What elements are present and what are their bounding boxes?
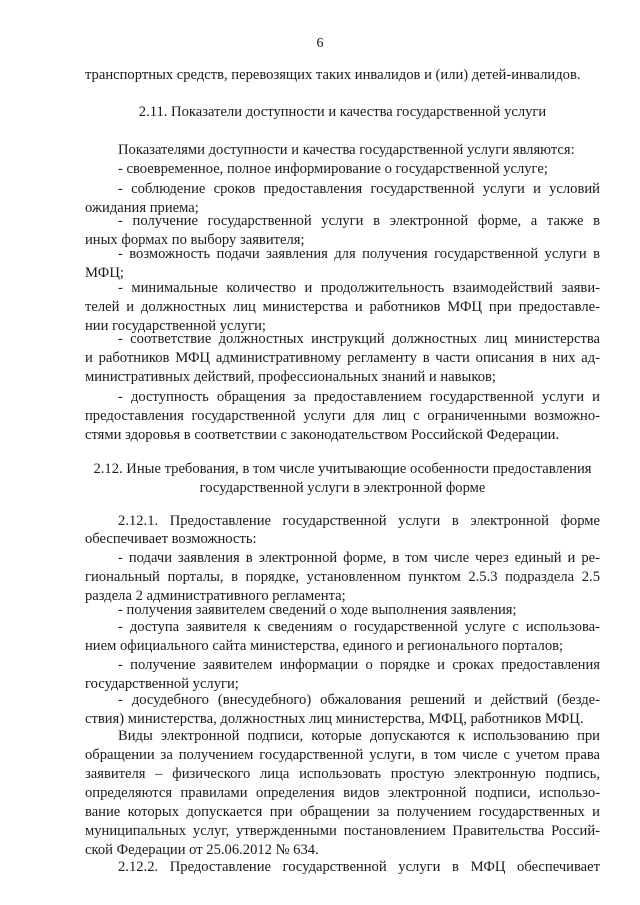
text-line: - минимальные количество и продолжительность взаимодействий заяви-: [118, 280, 600, 296]
text-line: ской Федерации от 25.06.2012 № 634.: [85, 842, 319, 858]
text-line: определяются правилами определения видов электронной подписи, использо-: [85, 785, 600, 801]
text-line: 2.11. Показатели доступности и качества государственной услуги: [138, 104, 547, 120]
text-line: министративных действий, профессиональных знаний и навыков;: [85, 369, 496, 385]
text-line: - возможность подачи заявления для получения государственной услуги в: [118, 246, 600, 262]
text-line: - доступа заявителя к сведениям о государственной услуге с использова-: [118, 619, 600, 635]
text-line: гиональный порталы, в порядке, установленном пунктом 2.5.3 подраздела 2.5: [85, 569, 600, 585]
text-line: вание которых допускается при обращении за получением государственных и: [85, 804, 600, 820]
text-line: нием официального сайта министерства, единого и регионального порталов;: [85, 638, 564, 654]
text-line: 2.12.2. Предоставление государственной услуги в МФЦ обеспечивает: [118, 859, 600, 875]
text-line: - соответствие должностных инструкций должностных лиц министерства: [118, 331, 600, 347]
text-line: обращении за получением государственной услуги, в том числе с учетом права: [85, 747, 600, 763]
text-line: - досудебного (внесудебного) обжалования решений и действий (безде-: [118, 692, 600, 708]
text-line: ствия) министерства, должностных лиц министерства, МФЦ, работников МФЦ.: [85, 711, 584, 727]
text-line: - доступность обращения за предоставлением государственной услуги и: [118, 389, 600, 405]
text-line: 2.12.1. Предоставление государственной услуги в электронной форме: [118, 513, 600, 529]
text-line: нии государственной услуги;: [85, 318, 266, 334]
text-line: муниципальных услуг, утвержденными постановлением Правительства Россий-: [85, 823, 600, 839]
text-line: иных формах по выбору заявителя;: [85, 232, 305, 248]
text-line: - получения заявителем сведений о ходе выполнения заявления;: [118, 602, 517, 618]
text-line: раздела 2 административного регламента;: [85, 588, 346, 604]
text-line: стями здоровья в соответствии с законодательством Российской Федерации.: [85, 427, 560, 443]
text-line: - получение государственной услуги в электронной форме, а также в: [118, 213, 600, 229]
text-line: предоставления государственной услуги для лиц с ограниченными возможно-: [85, 408, 600, 424]
text-line: - получение заявителем информации о порядке и сроках предоставления: [118, 657, 600, 673]
text-line: ожидания приема;: [85, 200, 199, 216]
page-number: 6: [316, 36, 324, 51]
text-line: Виды электронной подписи, которые допускаются к использованию при: [118, 728, 600, 744]
text-line: Показателями доступности и качества государственной услуги являются:: [118, 142, 575, 158]
text-line: - соблюдение сроков предоставления государственной услуги и условий: [118, 181, 600, 197]
text-line: и работников МФЦ административному регламенту в части описания в них ад-: [85, 350, 600, 366]
text-line: 2.12. Иные требования, в том числе учитывающие особенности предоставления: [93, 461, 592, 477]
text-line: государственной услуги;: [85, 676, 239, 692]
text-line: - своевременное, полное информирование о государственной услуге;: [118, 161, 548, 177]
text-line: государственной услуги в электронной форме: [199, 480, 486, 496]
text-line: телей и должностных лиц министерства и работников МФЦ при предоставле-: [85, 299, 600, 315]
text-line: обеспечивает возможность:: [85, 531, 257, 547]
text-line: МФЦ;: [85, 265, 124, 281]
text-line: - подачи заявления в электронной форме, в том числе через единый и ре-: [118, 550, 600, 566]
text-line: заявителя – физического лица использовать простую электронную подпись,: [85, 766, 600, 782]
text-line: транспортных средств, перевозящих таких инвалидов и (или) детей-инвалидов.: [85, 67, 581, 83]
